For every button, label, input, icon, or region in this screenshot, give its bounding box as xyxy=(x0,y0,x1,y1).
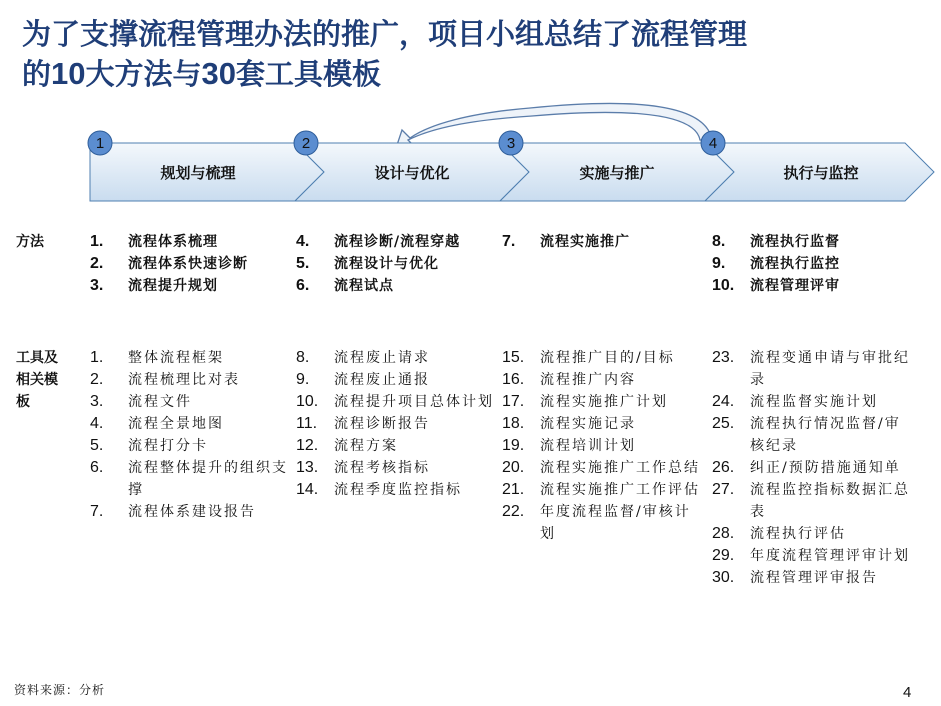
tools-column-1 xyxy=(90,347,290,523)
tool-text: 流程管理评审报告 xyxy=(750,570,878,586)
tool-text: 流程全景地图 xyxy=(128,416,224,432)
method-number: 4. xyxy=(296,233,310,250)
phase-flow-diagram xyxy=(0,0,941,230)
tool-number: 30. xyxy=(712,569,735,586)
tool-item xyxy=(712,523,912,545)
tool-number: 9. xyxy=(296,371,310,388)
tool-number: 7. xyxy=(90,503,104,520)
tool-item xyxy=(296,413,496,435)
tool-number: 13. xyxy=(296,459,319,476)
title-text-a: 的 xyxy=(22,57,52,91)
tool-number: 11. xyxy=(296,415,318,432)
feedback-arrow xyxy=(396,103,712,148)
tool-text: 流程废止通报 xyxy=(334,372,430,388)
tool-text: 流程监控指标数据汇总表 xyxy=(750,482,910,520)
method-number: 3. xyxy=(90,277,104,294)
title-text-b: 大方法与 xyxy=(85,57,202,91)
tool-text: 流程执行评估 xyxy=(750,526,846,542)
tool-number: 29. xyxy=(712,547,735,564)
tool-number: 16. xyxy=(502,371,525,388)
phase-label-4: 执行与监控 xyxy=(783,164,859,182)
method-item xyxy=(90,275,295,297)
tool-item xyxy=(712,413,912,457)
tool-item xyxy=(90,413,290,435)
tool-item xyxy=(90,347,290,369)
tools-column-4 xyxy=(712,347,912,589)
tool-number: 10. xyxy=(296,393,319,410)
phase-number-1: 1 xyxy=(95,135,105,152)
tool-text: 流程推广内容 xyxy=(540,372,636,388)
method-item xyxy=(712,231,917,253)
tool-item xyxy=(90,501,290,523)
tool-text: 流程体系建设报告 xyxy=(128,504,256,520)
tool-item xyxy=(296,479,496,501)
method-item xyxy=(502,231,707,253)
tool-number: 4. xyxy=(90,415,104,432)
tool-item xyxy=(712,347,912,391)
title-number-tools: 30 xyxy=(201,56,236,91)
method-text: 流程诊断/流程穿越 xyxy=(334,234,461,250)
tool-text: 流程方案 xyxy=(334,438,398,454)
tool-item xyxy=(296,369,496,391)
phase-label-3: 实施与推广 xyxy=(579,164,655,182)
tool-number: 22. xyxy=(502,503,525,520)
phase-number-2: 2 xyxy=(301,135,311,152)
methods-row-label: 方法 xyxy=(16,234,44,250)
tool-item xyxy=(90,391,290,413)
tool-item xyxy=(712,567,912,589)
tool-number: 27. xyxy=(712,481,735,498)
tool-item xyxy=(90,369,290,391)
method-number: 7. xyxy=(502,233,516,250)
tool-text: 流程推广目的/目标 xyxy=(540,350,675,366)
method-item xyxy=(296,231,501,253)
tool-text: 流程文件 xyxy=(128,394,192,410)
tool-number: 12. xyxy=(296,437,319,454)
phase-label-1: 规划与梳理 xyxy=(160,164,236,182)
method-text: 流程体系快速诊断 xyxy=(128,256,248,272)
tool-number: 5. xyxy=(90,437,104,454)
method-number: 2. xyxy=(90,255,104,272)
tool-number: 19. xyxy=(502,437,525,454)
tool-item xyxy=(90,435,290,457)
phase-label-2: 设计与优化 xyxy=(374,164,450,182)
tool-item xyxy=(712,479,912,523)
tool-number: 23. xyxy=(712,349,735,366)
tool-item xyxy=(712,457,912,479)
tool-number: 28. xyxy=(712,525,735,542)
tool-text: 流程季度监控指标 xyxy=(334,482,462,498)
method-item xyxy=(712,275,917,297)
tool-number: 1. xyxy=(90,349,104,366)
method-text: 流程管理评审 xyxy=(750,278,840,294)
tool-item xyxy=(502,457,702,479)
methods-column-1 xyxy=(90,231,295,297)
tool-number: 26. xyxy=(712,459,735,476)
tool-item xyxy=(502,435,702,457)
method-text: 流程执行监控 xyxy=(750,256,840,272)
method-text: 流程体系梳理 xyxy=(128,234,218,250)
tool-item xyxy=(296,435,496,457)
tool-text: 纠正/预防措施通知单 xyxy=(750,460,901,476)
tool-item xyxy=(502,347,702,369)
methods-column-4 xyxy=(712,231,917,297)
tool-item xyxy=(296,391,496,413)
method-text: 流程实施推广 xyxy=(540,234,630,250)
tool-text: 流程执行情况监督/审核纪录 xyxy=(750,416,901,454)
tool-number: 2. xyxy=(90,371,104,388)
tool-text: 流程实施记录 xyxy=(540,416,636,432)
tool-number: 24. xyxy=(712,393,735,410)
tool-number: 14. xyxy=(296,481,319,498)
tool-text: 流程梳理比对表 xyxy=(128,372,240,388)
tool-text: 流程诊断报告 xyxy=(334,416,430,432)
tool-number: 6. xyxy=(90,459,104,476)
method-text: 流程设计与优化 xyxy=(334,256,439,272)
tool-text: 年度流程管理评审计划 xyxy=(750,548,910,564)
tool-item xyxy=(502,369,702,391)
tool-number: 15. xyxy=(502,349,525,366)
tool-item xyxy=(90,457,290,501)
method-text: 流程提升规划 xyxy=(128,278,218,294)
method-item xyxy=(90,253,295,275)
method-text: 流程执行监督 xyxy=(750,234,840,250)
tool-text: 流程考核指标 xyxy=(334,460,430,476)
tool-item xyxy=(502,391,702,413)
tools-row-label: 工具及 相关模 板 xyxy=(16,350,58,410)
method-item xyxy=(712,253,917,275)
methods-column-2 xyxy=(296,231,501,297)
tools-column-2 xyxy=(296,347,496,501)
tool-number: 25. xyxy=(712,415,735,432)
method-item xyxy=(296,275,501,297)
tools-column-3 xyxy=(502,347,702,545)
phase-number-3: 3 xyxy=(506,135,516,152)
tool-item xyxy=(712,391,912,413)
tool-item xyxy=(502,501,702,545)
tool-text: 流程监督实施计划 xyxy=(750,394,878,410)
method-item xyxy=(90,231,295,253)
tool-item xyxy=(502,479,702,501)
methods-column-3 xyxy=(502,231,707,253)
tool-text: 流程废止请求 xyxy=(334,350,430,366)
method-text: 流程试点 xyxy=(334,278,394,294)
tool-text: 流程实施推广工作评估 xyxy=(540,482,700,498)
tool-text: 流程实施推广计划 xyxy=(540,394,668,410)
title-number-methods: 10 xyxy=(51,56,86,91)
phase-number-4: 4 xyxy=(708,135,718,152)
tool-number: 17. xyxy=(502,393,525,410)
method-number: 5. xyxy=(296,255,310,272)
tool-text: 流程打分卡 xyxy=(128,438,208,454)
tool-number: 21. xyxy=(502,481,525,498)
page-number: 4 xyxy=(903,684,912,701)
method-number: 8. xyxy=(712,233,726,250)
tool-number: 20. xyxy=(502,459,525,476)
tool-text: 流程培训计划 xyxy=(540,438,636,454)
tool-text: 流程整体提升的组织支撑 xyxy=(128,460,288,498)
title-line-1: 为了支撑流程管理办法的推广，项目小组总结了流程管理 xyxy=(22,17,748,51)
tool-item xyxy=(296,347,496,369)
tool-text: 年度流程监督/审核计划 xyxy=(540,504,691,542)
method-number: 9. xyxy=(712,255,726,272)
tool-text: 流程变通申请与审批纪录 xyxy=(750,350,910,388)
tool-number: 8. xyxy=(296,349,310,366)
title-text-c: 套工具模板 xyxy=(236,57,382,91)
tool-number: 18. xyxy=(502,415,525,432)
tool-item xyxy=(712,545,912,567)
method-number: 10. xyxy=(712,277,735,294)
method-item xyxy=(296,253,501,275)
tool-item xyxy=(296,457,496,479)
tool-text: 流程提升项目总体计划 xyxy=(334,394,494,410)
method-number: 6. xyxy=(296,277,310,294)
source-note: 资料来源：分析 xyxy=(14,683,106,697)
tool-item xyxy=(502,413,702,435)
tool-number: 3. xyxy=(90,393,104,410)
method-number: 1. xyxy=(90,233,104,250)
tool-text: 流程实施推广工作总结 xyxy=(540,460,700,476)
tool-text: 整体流程框架 xyxy=(128,350,224,366)
